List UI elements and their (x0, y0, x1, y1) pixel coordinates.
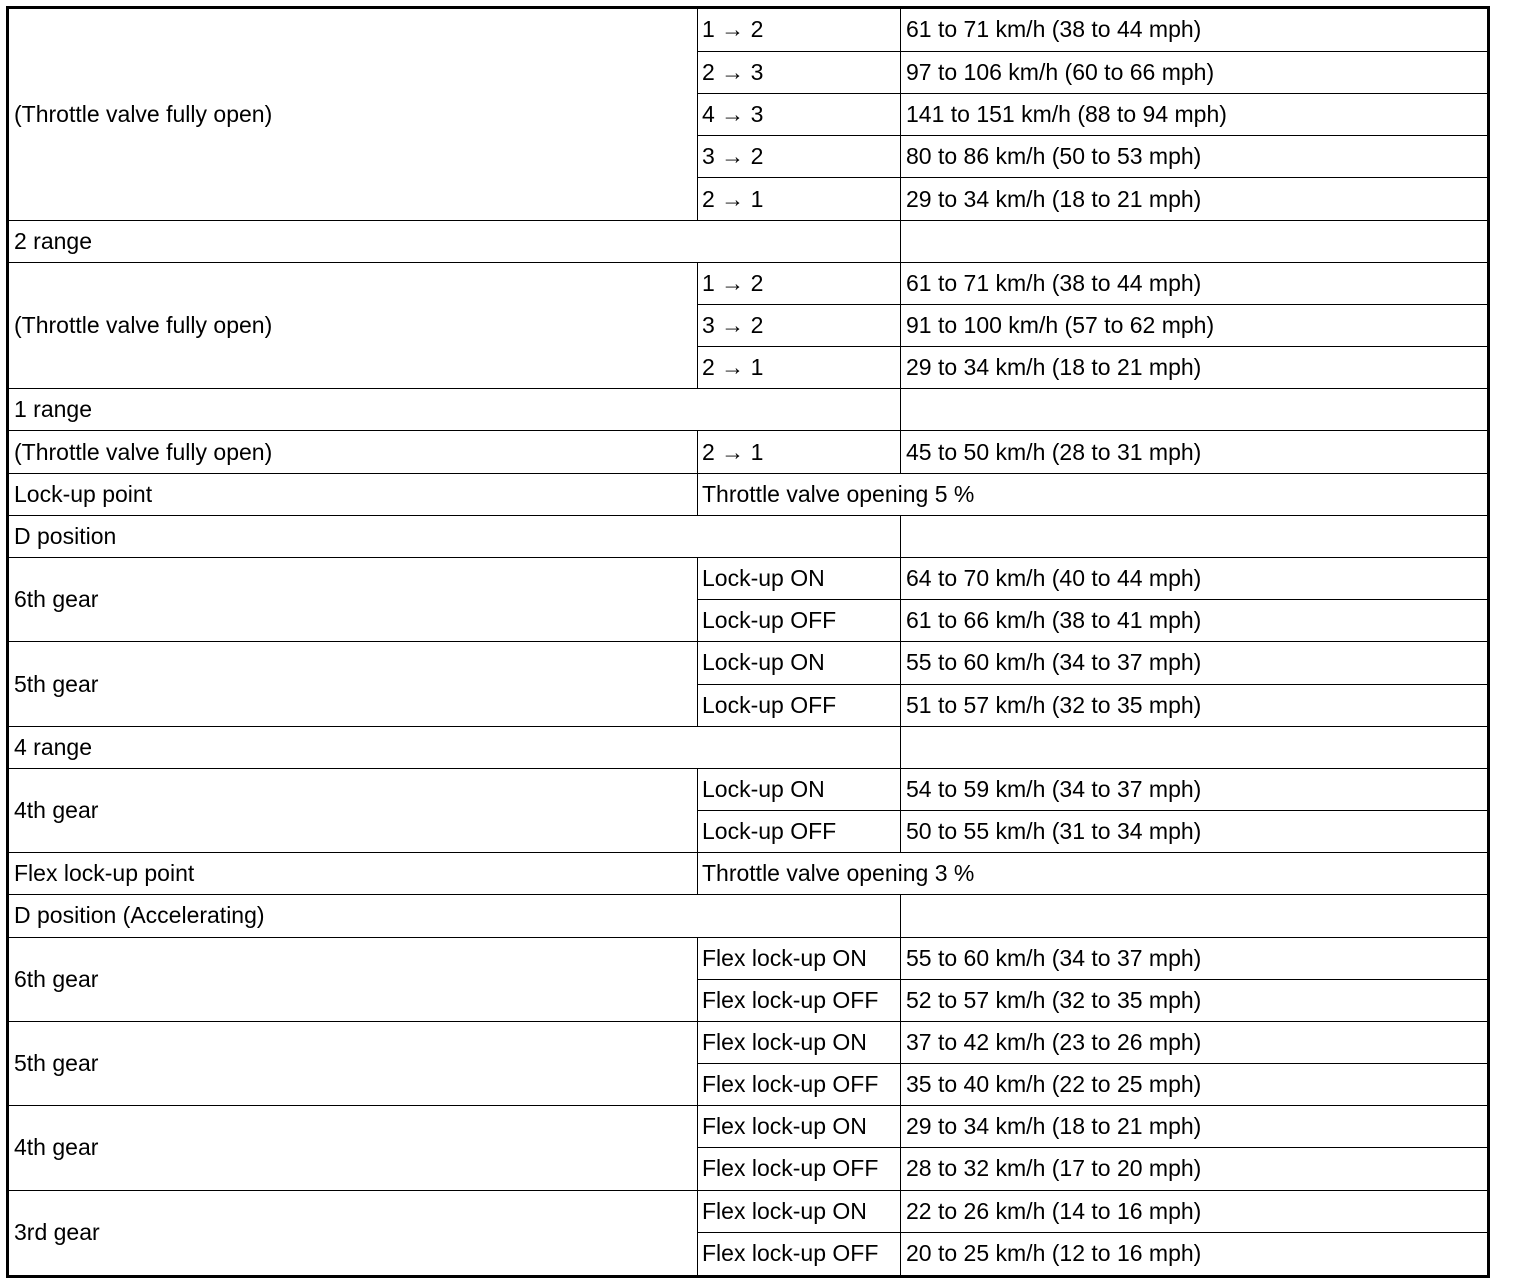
spec-value: 55 to 60 km/h (34 to 37 mph) (901, 937, 1489, 979)
empty-cell (901, 220, 1489, 262)
shift-condition: 4 → 3 (698, 94, 901, 136)
table-row (8, 262, 1489, 304)
spec-value: 61 to 71 km/h (38 to 44 mph) (901, 8, 1489, 52)
shift-condition: 1 → 2 (698, 262, 901, 304)
group-label: 3rd gear (8, 1190, 698, 1276)
section-heading: D position (8, 515, 901, 557)
spec-value: 29 to 34 km/h (18 to 21 mph) (901, 347, 1489, 389)
spec-value: 54 to 59 km/h (34 to 37 mph) (901, 768, 1489, 810)
group-label: (Throttle valve fully open) (8, 8, 698, 221)
flex-lockup-condition: Flex lock-up ON (698, 1190, 901, 1232)
flex-lockup-condition: Flex lock-up ON (698, 1021, 901, 1063)
spec-value: Throttle valve opening 5 % (698, 473, 1489, 515)
section-row (8, 515, 1489, 557)
spec-value: 50 to 55 km/h (31 to 34 mph) (901, 811, 1489, 853)
spec-value: 80 to 86 km/h (50 to 53 mph) (901, 136, 1489, 178)
flex-lockup-condition: Flex lock-up OFF (698, 1232, 901, 1276)
empty-cell (901, 389, 1489, 431)
spec-value: 20 to 25 km/h (12 to 16 mph) (901, 1232, 1489, 1276)
lockup-condition: Lock-up ON (698, 642, 901, 684)
section-row (8, 895, 1489, 937)
table-row (8, 431, 1489, 473)
table-row (8, 768, 1489, 810)
shift-condition: 1 → 2 (698, 8, 901, 52)
section-heading: 4 range (8, 726, 901, 768)
spec-value: 22 to 26 km/h (14 to 16 mph) (901, 1190, 1489, 1232)
lockup-condition: Lock-up OFF (698, 600, 901, 642)
section-row (8, 726, 1489, 768)
lockup-condition: Lock-up ON (698, 558, 901, 600)
lockup-condition: Lock-up OFF (698, 811, 901, 853)
shift-condition: 3 → 2 (698, 136, 901, 178)
spec-value: 29 to 34 km/h (18 to 21 mph) (901, 1106, 1489, 1148)
row-label: Flex lock-up point (8, 853, 698, 895)
group-label: 6th gear (8, 558, 698, 642)
shift-condition: 2 → 1 (698, 347, 901, 389)
spec-value: 55 to 60 km/h (34 to 37 mph) (901, 642, 1489, 684)
spec-value: 51 to 57 km/h (32 to 35 mph) (901, 684, 1489, 726)
row-label: Lock-up point (8, 473, 698, 515)
spec-value: 61 to 71 km/h (38 to 44 mph) (901, 262, 1489, 304)
table-row (8, 8, 1489, 52)
table-row (8, 937, 1489, 979)
section-heading: 2 range (8, 220, 901, 262)
empty-cell (901, 515, 1489, 557)
spec-value: 45 to 50 km/h (28 to 31 mph) (901, 431, 1489, 473)
spec-value: 91 to 100 km/h (57 to 62 mph) (901, 304, 1489, 346)
spec-value: 64 to 70 km/h (40 to 44 mph) (901, 558, 1489, 600)
group-label: 6th gear (8, 937, 698, 1021)
table-row (8, 1190, 1489, 1232)
flex-lockup-condition: Flex lock-up ON (698, 1106, 901, 1148)
table-row (8, 642, 1489, 684)
flex-lockup-condition: Flex lock-up OFF (698, 1148, 901, 1190)
flex-lockup-condition: Flex lock-up OFF (698, 1064, 901, 1106)
table-row (8, 1106, 1489, 1148)
group-label: (Throttle valve fully open) (8, 431, 698, 473)
section-heading: D position (Accelerating) (8, 895, 901, 937)
spec-value: 141 to 151 km/h (88 to 94 mph) (901, 94, 1489, 136)
group-label: 4th gear (8, 768, 698, 852)
shift-point-spec-table (6, 6, 1490, 1278)
shift-condition: 2 → 1 (698, 431, 901, 473)
group-label: (Throttle valve fully open) (8, 262, 698, 389)
lockup-condition: Lock-up OFF (698, 684, 901, 726)
group-label: 5th gear (8, 642, 698, 726)
table-row (8, 1021, 1489, 1063)
table-row (8, 853, 1489, 895)
spec-value: 97 to 106 km/h (60 to 66 mph) (901, 51, 1489, 93)
empty-cell (901, 726, 1489, 768)
group-label: 4th gear (8, 1106, 698, 1190)
spec-value: 61 to 66 km/h (38 to 41 mph) (901, 600, 1489, 642)
section-heading: 1 range (8, 389, 901, 431)
spec-value: Throttle valve opening 3 % (698, 853, 1489, 895)
spec-value: 29 to 34 km/h (18 to 21 mph) (901, 178, 1489, 220)
shift-condition: 2 → 1 (698, 178, 901, 220)
shift-condition: 2 → 3 (698, 51, 901, 93)
lockup-condition: Lock-up ON (698, 768, 901, 810)
table-row (8, 473, 1489, 515)
spec-value: 35 to 40 km/h (22 to 25 mph) (901, 1064, 1489, 1106)
empty-cell (901, 895, 1489, 937)
spec-value: 52 to 57 km/h (32 to 35 mph) (901, 979, 1489, 1021)
shift-condition: 3 → 2 (698, 304, 901, 346)
flex-lockup-condition: Flex lock-up ON (698, 937, 901, 979)
flex-lockup-condition: Flex lock-up OFF (698, 979, 901, 1021)
section-row (8, 389, 1489, 431)
spec-value: 28 to 32 km/h (17 to 20 mph) (901, 1148, 1489, 1190)
group-label: 5th gear (8, 1021, 698, 1105)
spec-value: 37 to 42 km/h (23 to 26 mph) (901, 1021, 1489, 1063)
section-row (8, 220, 1489, 262)
table-row (8, 558, 1489, 600)
